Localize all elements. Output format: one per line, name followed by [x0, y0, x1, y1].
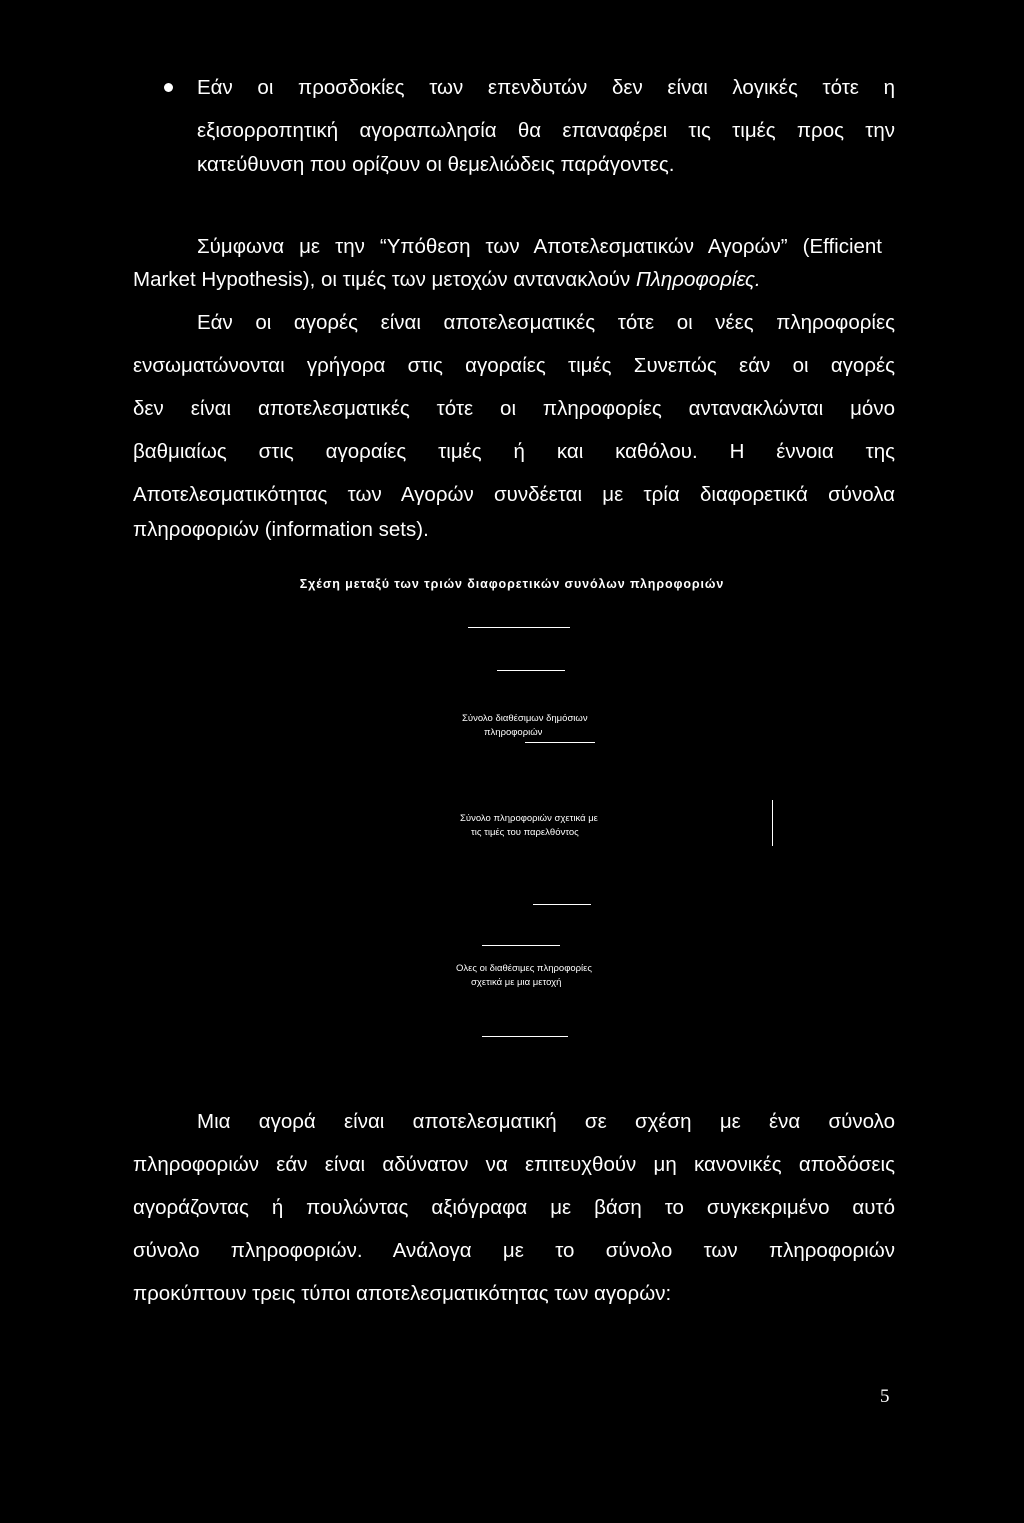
paragraph2-line-2: πληροφοριών εάν είναι αδύνατον να επιτευχθούν μη κανονικές αποδόσεις [133, 1153, 895, 1176]
set-public-label-2: πληροφοριών [484, 727, 543, 738]
diagram-title: Σχέση μεταξύ των τριών διαφορετικών συνόλων πληροφοριών [299, 577, 725, 591]
paragraph1-italic-term: Πληροφορίες. [635, 268, 761, 291]
paragraph2-line-4: σύνολο πληροφοριών. Ανάλογα με το σύνολο των πληροφοριών [133, 1239, 895, 1262]
bullet-line-1: Εάν οι προσδοκίες των επενδυτών δεν είναι λογικές τότε η [197, 76, 895, 99]
set-public-label-1: Σύνολο διαθέσιμων δημόσιων [462, 713, 588, 724]
paragraph2-line-3: αγοράζοντας ή πουλώντας αξιόγραφα με βάση το συγκεκριμένο αυτό [133, 1196, 895, 1219]
bullet-line-2: εξισορροπητική αγοραπωλησία θα επαναφέρει τις τιμές προς την [197, 119, 895, 142]
paragraph1-line-8: πληροφοριών (information sets). [133, 518, 429, 541]
paragraph1-line-2 [133, 268, 895, 292]
paragraph1-line-6: βαθμιαίως στις αγοραίες τιμές ή και καθόλου. Η έννοια της [133, 440, 895, 463]
paragraph1-line-3: Εάν οι αγορές είναι αποτελεσματικές τότε οι νέες πληροφορίες [197, 311, 895, 334]
diagram-border [772, 800, 773, 846]
set-all-label-1: Ολες οι διαθέσιμες πληροφορίες [456, 963, 592, 974]
paragraph1-line-5: δεν είναι αποτελεσματικές τότε οι πληροφορίες αντανακλώνται μόνο [133, 397, 895, 420]
paragraph2-line-5: προκύπτουν τρεις τύποι αποτελεσματικότητας των αγορών: [133, 1282, 672, 1305]
diagram-stroke [525, 742, 595, 743]
bullet-dot [164, 83, 173, 92]
diagram-stroke [482, 945, 560, 946]
paragraph1-line-2-text: Market Hypothesis), οι τιμές των μετοχών αντανακλούν [133, 268, 636, 291]
set-all-label-2: σχετικά με μια μετοχή [471, 977, 562, 988]
paragraph1-line-1: Σύμφωνα με την “Υπόθεση των Αποτελεσματικών Αγορών” (Efficient [197, 235, 882, 258]
paragraph1-line-7: Αποτελεσματικότητας των Αγορών συνδέεται με τρία διαφορετικά σύνολα [133, 483, 895, 506]
set-prices-label-1: Σύνολο πληροφοριών σχετικά με [460, 813, 598, 824]
page-number: 5 [880, 1386, 890, 1407]
diagram-stroke [468, 627, 570, 628]
set-prices-label-2: τις τιμές του παρελθόντος [471, 827, 579, 838]
diagram-stroke [497, 670, 565, 671]
paragraph2-line-1: Μια αγορά είναι αποτελεσματική σε σχέση με ένα σύνολο [197, 1110, 895, 1133]
paragraph1-line-4: ενσωματώνονται γρήγορα στις αγοραίες τιμές Συνεπώς εάν οι αγορές [133, 354, 895, 377]
diagram-stroke [482, 1036, 568, 1037]
diagram-stroke [533, 904, 591, 905]
bullet-line-3: κατεύθυνση που ορίζουν οι θεμελιώδεις παράγοντες. [197, 153, 675, 176]
